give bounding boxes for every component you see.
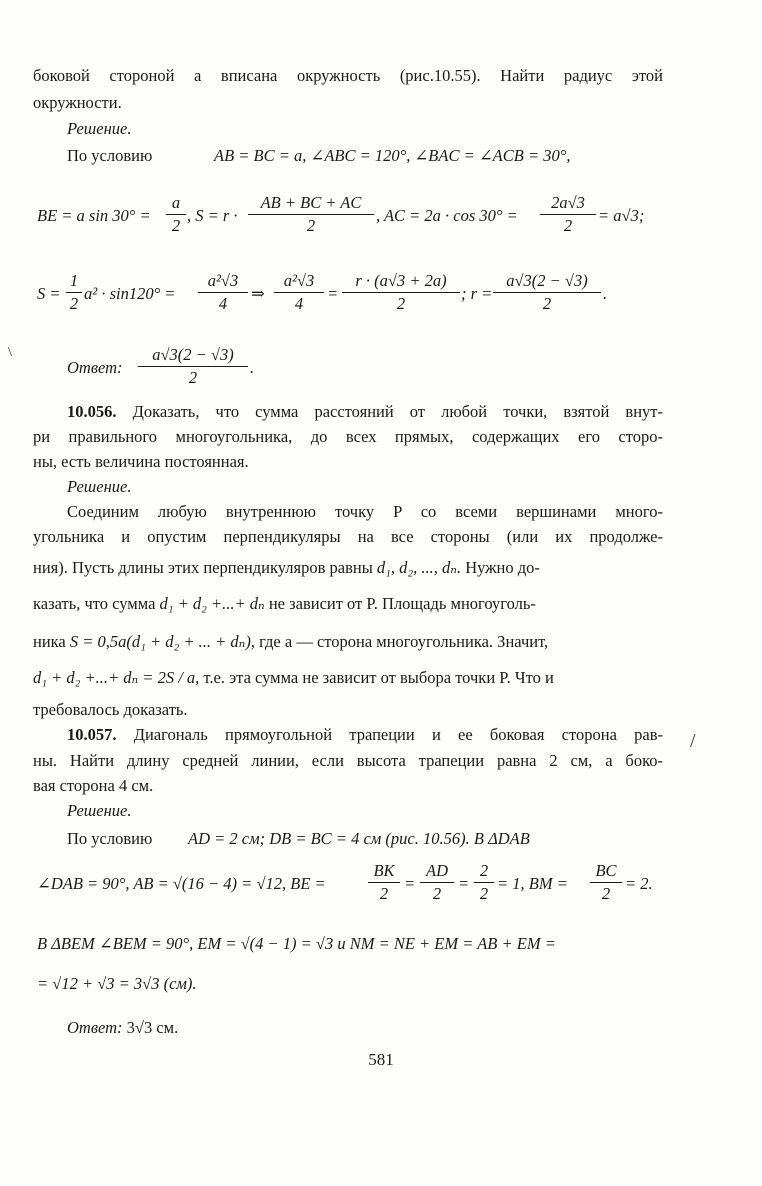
fraction-a2-root3-b bbox=[274, 271, 324, 314]
fraction-bar bbox=[420, 882, 454, 883]
formula-ac: , AC = 2a · cos 30° = bbox=[376, 206, 518, 225]
numerator: BC bbox=[595, 861, 617, 880]
problem-056-line-3: ны, есть величина постоянная. bbox=[33, 452, 249, 471]
fraction-bar bbox=[248, 214, 374, 215]
answer-fraction-1 bbox=[138, 345, 248, 388]
denominator: 2 bbox=[69, 294, 79, 313]
numerator: AB + BC + AC bbox=[260, 193, 362, 212]
margin-mark: \ bbox=[8, 345, 12, 360]
answer-value: 3√3 см. bbox=[126, 1018, 179, 1037]
problem-057-line-2: ны. Найти длину средней линии, если высота трапеции равна 2 см, а боко- bbox=[33, 751, 663, 770]
equals-sign: = bbox=[327, 284, 339, 303]
implies-arrow: ⇒ bbox=[251, 284, 265, 303]
fraction-ad bbox=[420, 861, 454, 904]
denominator: 2 bbox=[396, 294, 406, 313]
text: Нужно до- bbox=[465, 558, 540, 577]
fraction-bar bbox=[138, 366, 248, 367]
fraction-a2-root3-a bbox=[198, 271, 248, 314]
fraction-bar bbox=[493, 292, 601, 293]
problem-number: 10.057. bbox=[67, 725, 117, 744]
equals-sign: = bbox=[404, 874, 416, 893]
denominator: 2 bbox=[601, 884, 611, 903]
fraction-r-result bbox=[493, 271, 601, 314]
text: казать, что сумма bbox=[33, 594, 156, 613]
numerator: a√3(2 − √3) bbox=[152, 345, 234, 364]
numerator: 1 bbox=[69, 271, 79, 290]
fraction-bar bbox=[66, 292, 82, 293]
denominator: 2 bbox=[432, 884, 442, 903]
numerator: 2a√3 bbox=[551, 193, 585, 212]
problem-text: Диагональ прямоугольной трапеции и ее боковая сторона рав- bbox=[133, 725, 663, 744]
fraction-one-half bbox=[66, 271, 82, 314]
numerator: a bbox=[171, 193, 181, 212]
formula-r: ; r = bbox=[461, 284, 493, 303]
formula-s: , S = r · bbox=[187, 206, 238, 225]
text: где a — сторона многоугольника. Значит, bbox=[259, 632, 549, 651]
text: не зависит от P. Площадь многоуголь- bbox=[268, 594, 536, 613]
formula-area: S = bbox=[37, 284, 61, 303]
text: ника bbox=[33, 632, 66, 651]
solution-056-line-3 bbox=[33, 558, 663, 578]
fraction-perimeter bbox=[248, 193, 374, 236]
fraction-bar bbox=[342, 292, 460, 293]
formula-sin120: a² · sin120° = bbox=[84, 284, 176, 303]
fraction-bar bbox=[166, 214, 186, 215]
denominator: 2 bbox=[563, 216, 573, 235]
denominator: 2 bbox=[542, 294, 552, 313]
denominator: 4 bbox=[294, 294, 304, 313]
numerator: 2 bbox=[479, 861, 489, 880]
margin-mark: / bbox=[690, 730, 696, 752]
problem-text: Доказать, что сумма расстояний от любой точки, взятой внут- bbox=[132, 402, 663, 421]
formula: d₁ + d₂ +...+ dₙ bbox=[159, 594, 265, 613]
denominator: 2 bbox=[479, 884, 489, 903]
problem-056-line-1 bbox=[67, 402, 663, 422]
problem-056-line-2: ри правильного многоугольника, до всех прямых, содержащих его сторо- bbox=[33, 427, 663, 446]
denominator: 2 bbox=[171, 216, 181, 235]
fraction-bar bbox=[368, 882, 400, 883]
denominator: 2 bbox=[188, 368, 198, 387]
fraction-bar bbox=[198, 292, 248, 293]
fraction-bc bbox=[590, 861, 622, 904]
numerator: AD bbox=[426, 861, 448, 880]
condition-text: По условию bbox=[67, 829, 153, 848]
numerator: a²√3 bbox=[207, 271, 239, 290]
formula: d₁, d₂, ..., dₙ. bbox=[376, 558, 462, 577]
solution-label-3: Решение. bbox=[67, 801, 132, 820]
formula-ab-be: ∠DAB = 90°, AB = √(16 − 4) = √12, BE = bbox=[37, 874, 326, 893]
numerator: a²√3 bbox=[283, 271, 315, 290]
fraction-bk bbox=[368, 861, 400, 904]
solution-056-line-1: Соединим любую внутреннюю точку P со всеми вершинами много- bbox=[67, 502, 663, 521]
fraction-bar bbox=[540, 214, 596, 215]
solution-056-line-6 bbox=[33, 668, 663, 688]
problem-number: 10.056. bbox=[67, 402, 117, 421]
fraction-a-over-2 bbox=[166, 193, 186, 236]
condition-math: AD = 2 см; DB = BC = 4 см (рис. 10.56). В ΔDAB bbox=[188, 829, 530, 848]
period: . bbox=[250, 358, 255, 377]
text: ния). Пусть длины этих перпендикуляров равны bbox=[33, 558, 373, 577]
answer-label-1: Ответ: bbox=[67, 358, 123, 377]
formula-be: BE = a sin 30° = bbox=[37, 206, 151, 225]
fraction-bar bbox=[474, 882, 494, 883]
period: . bbox=[603, 284, 608, 303]
solution-label-2: Решение. bbox=[67, 477, 132, 496]
formula: d₁ + d₂ +...+ dₙ = 2S / a, bbox=[33, 668, 200, 687]
formula: S = 0,5a(d₁ + d₂ + ... + dₙ), bbox=[69, 632, 255, 651]
condition-text: По условию bbox=[67, 146, 153, 165]
solution-056-line-2: угольника и опустим перпендикуляры на все стороны (или их продолже- bbox=[33, 527, 663, 546]
fraction-bar bbox=[590, 882, 622, 883]
denominator: 2 bbox=[379, 884, 389, 903]
problem-057-line-3: вая сторона 4 см. bbox=[33, 776, 154, 795]
formula-ac-result: = a√3; bbox=[598, 206, 645, 225]
solution-056-line-5 bbox=[33, 632, 663, 652]
solution-056-line-7: требовалось доказать. bbox=[33, 700, 188, 719]
denominator: 2 bbox=[306, 216, 316, 235]
problem-057-line-1 bbox=[67, 725, 663, 745]
formula-result: = √12 + √3 = 3√3 (см). bbox=[37, 974, 197, 993]
solution-056-line-4 bbox=[33, 594, 663, 614]
intro-line-2: окружности. bbox=[33, 93, 122, 112]
fraction-r-perimeter bbox=[342, 271, 460, 314]
fraction-2a-root3 bbox=[540, 193, 596, 236]
formula-bm: = 1, BM = bbox=[497, 874, 568, 893]
condition-math: AB = BC = a, ∠ABC = 120°, ∠BAC = ∠ACB = 30°, bbox=[214, 146, 571, 165]
page-number: 581 bbox=[368, 1050, 394, 1069]
solution-label-1: Решение. bbox=[67, 119, 132, 138]
fraction-bar bbox=[274, 292, 324, 293]
intro-line-1: боковой стороной a вписана окружность (рис.10.55). Найти радиус этой bbox=[33, 66, 663, 85]
numerator: BK bbox=[373, 861, 395, 880]
answer-label: Ответ: bbox=[67, 1018, 123, 1037]
numerator: r · (a√3 + 2a) bbox=[355, 271, 447, 290]
fraction-two-halves bbox=[474, 861, 494, 904]
answer-3 bbox=[67, 1018, 663, 1038]
numerator: a√3(2 − √3) bbox=[506, 271, 588, 290]
denominator: 4 bbox=[218, 294, 228, 313]
formula-bm-result: = 2. bbox=[625, 874, 653, 893]
text: т.е. эта сумма не зависит от выбора точки P. Что и bbox=[203, 668, 554, 687]
equals-sign: = bbox=[458, 874, 470, 893]
formula-em-nm: В ΔBEM ∠BEM = 90°, EM = √(4 − 1) = √3 и NM = NE + EM = AB + EM = bbox=[37, 934, 556, 953]
